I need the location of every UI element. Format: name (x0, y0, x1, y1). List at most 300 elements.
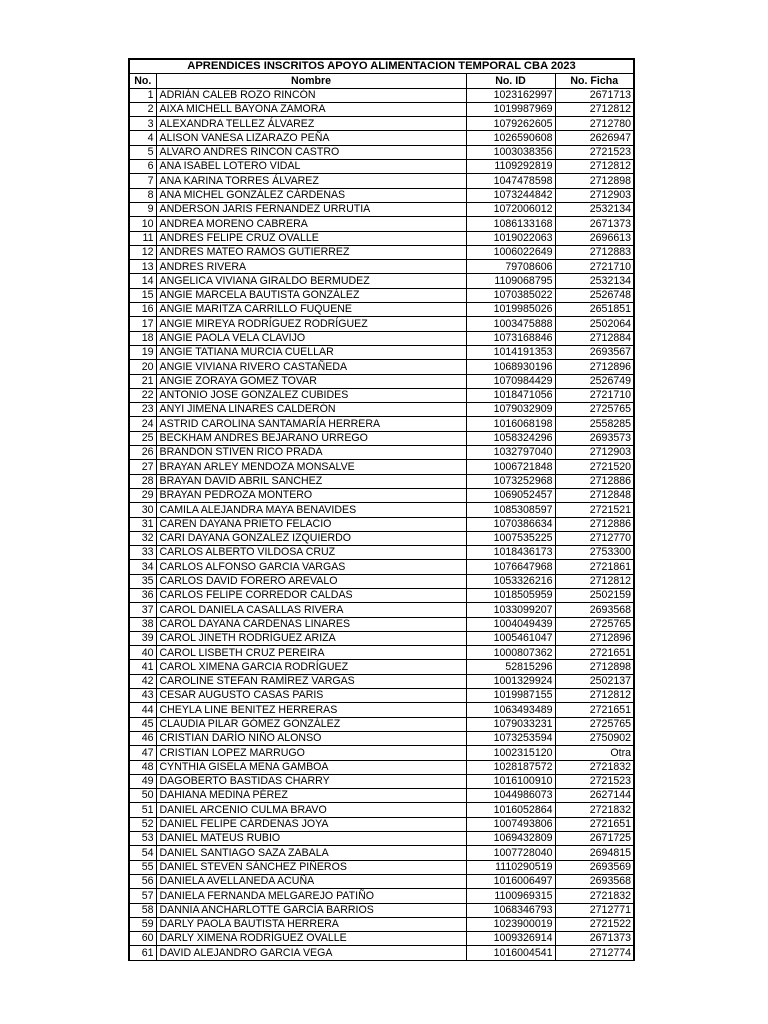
row-number: 8 (129, 188, 156, 202)
student-name: DARLY XIMENA RODRÍGUEZ OVALLE (156, 932, 466, 946)
table-row (129, 403, 634, 417)
student-id: 1006022649 (466, 245, 555, 259)
row-number: 28 (129, 474, 156, 488)
ficha-number: 2558285 (555, 417, 634, 431)
ficha-number: 2671725 (555, 832, 634, 846)
table-row (129, 674, 634, 688)
table-row (129, 660, 634, 674)
student-name: DANNIA ANCHARLOTTE GARCÍA BARRIOS (156, 903, 466, 917)
student-id: 1070385022 (466, 288, 555, 302)
row-number: 6 (129, 160, 156, 174)
row-number: 56 (129, 874, 156, 888)
student-id: 1109068795 (466, 274, 555, 288)
ficha-number: 2721861 (555, 560, 634, 574)
table-row (129, 431, 634, 445)
student-name: ANA KARINA TORRES ÁLVAREZ (156, 174, 466, 188)
table-row (129, 531, 634, 545)
table-row (129, 202, 634, 216)
student-name: DANIEL STEVEN SÁNCHEZ PIÑEROS (156, 860, 466, 874)
ficha-number: 2725765 (555, 717, 634, 731)
row-number: 45 (129, 717, 156, 731)
row-number: 27 (129, 460, 156, 474)
student-id: 1014191353 (466, 345, 555, 359)
ficha-number: 2712883 (555, 245, 634, 259)
ficha-number: 2693568 (555, 603, 634, 617)
column-header-id: No. ID (466, 74, 555, 88)
ficha-number: 2671713 (555, 88, 634, 102)
student-name: CAROL XIMENA GARCIA RODRÍGUEZ (156, 660, 466, 674)
ficha-number: 2721522 (555, 917, 634, 931)
student-id: 1018471056 (466, 388, 555, 402)
student-id: 1058324296 (466, 431, 555, 445)
row-number: 29 (129, 488, 156, 502)
ficha-number: 2712898 (555, 174, 634, 188)
table-row (129, 88, 634, 102)
student-id: 1019985026 (466, 303, 555, 317)
table-row (129, 689, 634, 703)
ficha-number: 2693569 (555, 860, 634, 874)
student-id: 1018505959 (466, 588, 555, 602)
table-row (129, 488, 634, 502)
table-row (129, 260, 634, 274)
student-name: DAGOBERTO BASTIDAS CHARRY (156, 774, 466, 788)
student-name: ANA MICHEL GONZÁLEZ CÁRDENAS (156, 188, 466, 202)
student-name: ASTRID CAROLINA SANTAMARÍA HERRERA (156, 417, 466, 431)
student-id: 1109292819 (466, 160, 555, 174)
ficha-number: 2712812 (555, 689, 634, 703)
row-number: 25 (129, 431, 156, 445)
ficha-number: 2721710 (555, 388, 634, 402)
table-row (129, 803, 634, 817)
row-number: 52 (129, 817, 156, 831)
table-row (129, 832, 634, 846)
table-row (129, 789, 634, 803)
ficha-number: 2712812 (555, 102, 634, 116)
row-number: 2 (129, 102, 156, 116)
row-number: 59 (129, 917, 156, 931)
table-row (129, 388, 634, 402)
row-number: 12 (129, 245, 156, 259)
student-name: DANIEL ARCENIO CULMA BRAVO (156, 803, 466, 817)
student-id: 1026590608 (466, 131, 555, 145)
ficha-number: 2671373 (555, 932, 634, 946)
student-id: 1079262605 (466, 117, 555, 131)
row-number: 47 (129, 746, 156, 760)
ficha-number: 2627144 (555, 789, 634, 803)
row-number: 11 (129, 231, 156, 245)
ficha-number: 2750902 (555, 731, 634, 745)
table-row (129, 474, 634, 488)
student-name: CESAR AUGUSTO CASAS PARIS (156, 689, 466, 703)
table-row (129, 946, 634, 960)
table-row (129, 217, 634, 231)
student-id: 1072006012 (466, 202, 555, 216)
ficha-number: 2721523 (555, 145, 634, 159)
ficha-number: 2712780 (555, 117, 634, 131)
table-row (129, 746, 634, 760)
row-number: 26 (129, 446, 156, 460)
student-id: 1073244842 (466, 188, 555, 202)
student-name: ANGIE PAOLA VELA CLAVIJO (156, 331, 466, 345)
ficha-number: 2712896 (555, 360, 634, 374)
student-id: 1001329924 (466, 674, 555, 688)
row-number: 31 (129, 517, 156, 531)
student-id: 1100969315 (466, 889, 555, 903)
table-row (129, 560, 634, 574)
ficha-number: 2626947 (555, 131, 634, 145)
student-id: 1069052457 (466, 488, 555, 502)
student-id: 1073253594 (466, 731, 555, 745)
table-row (129, 731, 634, 745)
ficha-number: 2696613 (555, 231, 634, 245)
table-row (129, 417, 634, 431)
student-name: ANGIE ZORAYA GOMEZ TOVAR (156, 374, 466, 388)
student-id: 1005461047 (466, 631, 555, 645)
ficha-number: 2712770 (555, 531, 634, 545)
student-name: DANIEL FELIPE CÁRDENAS JOYA (156, 817, 466, 831)
ficha-number: 2712903 (555, 188, 634, 202)
student-name: BECKHAM ANDRES BEJARANO URREGO (156, 431, 466, 445)
ficha-number: 2721832 (555, 803, 634, 817)
ficha-number: 2721651 (555, 703, 634, 717)
ficha-number: 2712886 (555, 517, 634, 531)
student-name: ALEXANDRA TELLEZ ÁLVAREZ (156, 117, 466, 131)
table-row (129, 188, 634, 202)
ficha-number: 2532134 (555, 202, 634, 216)
student-id: 1023162997 (466, 88, 555, 102)
student-name: CAREN DAYANA PRIETO FELACIO (156, 517, 466, 531)
row-number: 55 (129, 860, 156, 874)
student-id: 1018436173 (466, 546, 555, 560)
table-body (129, 88, 634, 960)
row-number: 1 (129, 88, 156, 102)
table-row (129, 317, 634, 331)
row-number: 34 (129, 560, 156, 574)
ficha-number: 2712898 (555, 660, 634, 674)
student-name: ANDERSON JARIS FERNANDEZ URRUTIA (156, 202, 466, 216)
table-row (129, 117, 634, 131)
student-id: 1016006497 (466, 874, 555, 888)
table-row (129, 446, 634, 460)
ficha-number: 2721651 (555, 817, 634, 831)
table-row (129, 703, 634, 717)
row-number: 14 (129, 274, 156, 288)
ficha-number: 2712812 (555, 574, 634, 588)
row-number: 18 (129, 331, 156, 345)
student-id: 1004049439 (466, 617, 555, 631)
student-name: CAROL LISBETH CRUZ PEREIRA (156, 646, 466, 660)
table-row (129, 917, 634, 931)
student-id: 1047478598 (466, 174, 555, 188)
student-id: 1079033231 (466, 717, 555, 731)
table-row (129, 603, 634, 617)
student-id: 1019022063 (466, 231, 555, 245)
student-id: 1085308597 (466, 503, 555, 517)
ficha-number: 2502064 (555, 317, 634, 331)
table-row (129, 374, 634, 388)
row-number: 43 (129, 689, 156, 703)
student-id: 1070984429 (466, 374, 555, 388)
student-name: CAROL DANIELA CASALLAS RIVERA (156, 603, 466, 617)
student-id: 1003475888 (466, 317, 555, 331)
student-name: ALVARO ANDRES RINCON CASTRO (156, 145, 466, 159)
ficha-number: 2712884 (555, 331, 634, 345)
row-number: 39 (129, 631, 156, 645)
ficha-number: 2721651 (555, 646, 634, 660)
student-id: 1086133168 (466, 217, 555, 231)
student-id: 1033099207 (466, 603, 555, 617)
student-id: 1028187572 (466, 760, 555, 774)
ficha-number: 2651851 (555, 303, 634, 317)
student-id: 1032797040 (466, 446, 555, 460)
student-id: 1016004541 (466, 946, 555, 960)
table-row (129, 717, 634, 731)
table-row (129, 774, 634, 788)
ficha-number: 2753300 (555, 546, 634, 560)
title-row (129, 59, 634, 74)
student-id: 1068930196 (466, 360, 555, 374)
table-row (129, 231, 634, 245)
ficha-number: 2721710 (555, 260, 634, 274)
student-id: 1073252968 (466, 474, 555, 488)
ficha-number: 2694815 (555, 846, 634, 860)
row-number: 36 (129, 588, 156, 602)
student-name: CRISTIAN LOPEZ MARRUGO (156, 746, 466, 760)
student-name: BRAYAN PEDROZA MONTERO (156, 488, 466, 502)
row-number: 20 (129, 360, 156, 374)
table-row (129, 631, 634, 645)
ficha-number: 2502137 (555, 674, 634, 688)
table-row (129, 288, 634, 302)
table-row (129, 517, 634, 531)
student-id: 1063493489 (466, 703, 555, 717)
row-number: 3 (129, 117, 156, 131)
student-name: ANA ISABEL LOTERO VIDAL (156, 160, 466, 174)
row-number: 61 (129, 946, 156, 960)
row-number: 54 (129, 846, 156, 860)
student-id: 1007535225 (466, 531, 555, 545)
student-name: DANIELA AVELLANEDA ACUÑA (156, 874, 466, 888)
student-name: CYNTHIA GISELA MENA GAMBOA (156, 760, 466, 774)
ficha-number: 2712903 (555, 446, 634, 460)
student-id: 1003038356 (466, 145, 555, 159)
student-name: ANYI JIMENA LINARES CALDERÓN (156, 403, 466, 417)
row-number: 10 (129, 217, 156, 231)
student-id: 1073168846 (466, 331, 555, 345)
student-name: ANGIE MIREYA RODRÍGUEZ RODRÍGUEZ (156, 317, 466, 331)
student-id: 79708606 (466, 260, 555, 274)
table-row (129, 102, 634, 116)
student-id: 1000807362 (466, 646, 555, 660)
ficha-number: 2721832 (555, 889, 634, 903)
student-name: ADRIÁN CALEB ROZO RINCÓN (156, 88, 466, 102)
student-id: 1016052864 (466, 803, 555, 817)
row-number: 21 (129, 374, 156, 388)
row-number: 22 (129, 388, 156, 402)
row-number: 9 (129, 202, 156, 216)
student-name: ANGELICA VIVIANA GIRALDO BERMUDEZ (156, 274, 466, 288)
student-id: 1053326216 (466, 574, 555, 588)
column-header-nombre: Nombre (156, 74, 466, 88)
student-name: ANDRES FELIPE CRUZ OVALLE (156, 231, 466, 245)
document-title: APRENDICES INSCRITOS APOYO ALIMENTACION TEMPORAL CBA 2023 (129, 59, 634, 74)
student-name: CHEYLA LINE BENITEZ HERRERAS (156, 703, 466, 717)
student-name: CARLOS FELIPE CORREDOR CALDAS (156, 588, 466, 602)
table-row (129, 503, 634, 517)
row-number: 24 (129, 417, 156, 431)
ficha-number: 2693573 (555, 431, 634, 445)
table-row (129, 131, 634, 145)
student-id: 1044986073 (466, 789, 555, 803)
student-name: CARLOS ALBERTO VILDOSA CRUZ (156, 546, 466, 560)
table-row (129, 617, 634, 631)
ficha-number: 2712886 (555, 474, 634, 488)
ficha-number: 2532134 (555, 274, 634, 288)
row-number: 35 (129, 574, 156, 588)
student-id: 52815296 (466, 660, 555, 674)
column-header-no: No. (129, 74, 156, 88)
header-row (129, 74, 634, 88)
row-number: 51 (129, 803, 156, 817)
student-name: DANIEL SANTIAGO SAZA ZABALA (156, 846, 466, 860)
table-row (129, 903, 634, 917)
student-name: ANDRES RIVERA (156, 260, 466, 274)
student-name: ANGIE VIVIANA RIVERO CASTAÑEDA (156, 360, 466, 374)
student-id: 1009326914 (466, 932, 555, 946)
row-number: 15 (129, 288, 156, 302)
student-name: DAHIANA MEDINA PÉREZ (156, 789, 466, 803)
student-name: CAROL DAYANA CARDENAS LINARES (156, 617, 466, 631)
ficha-number: 2725765 (555, 403, 634, 417)
student-name: CAROLINE STEFAN RAMÍREZ VARGAS (156, 674, 466, 688)
row-number: 50 (129, 789, 156, 803)
table-row (129, 574, 634, 588)
ficha-number: 2712771 (555, 903, 634, 917)
student-name: ANDREA MORENO CABRERA (156, 217, 466, 231)
student-id: 1007493806 (466, 817, 555, 831)
row-number: 49 (129, 774, 156, 788)
student-name: BRAYAN ARLEY MENDOZA MONSALVE (156, 460, 466, 474)
table-row (129, 546, 634, 560)
table-row (129, 145, 634, 159)
row-number: 33 (129, 546, 156, 560)
table-row (129, 932, 634, 946)
row-number: 60 (129, 932, 156, 946)
row-number: 41 (129, 660, 156, 674)
ficha-number: 2712774 (555, 946, 634, 960)
student-name: CAROL JINETH RODRÍGUEZ ARIZA (156, 631, 466, 645)
student-id: 1070386634 (466, 517, 555, 531)
table-row (129, 345, 634, 359)
ficha-number: 2502159 (555, 588, 634, 602)
student-id: 1016068198 (466, 417, 555, 431)
row-number: 4 (129, 131, 156, 145)
student-id: 1006721848 (466, 460, 555, 474)
student-name: ANGIE MARITZA CARRILLO FUQUENE (156, 303, 466, 317)
table-row (129, 245, 634, 259)
row-number: 57 (129, 889, 156, 903)
ficha-number: Otra (555, 746, 634, 760)
student-id: 1016100910 (466, 774, 555, 788)
ficha-number: 2721521 (555, 503, 634, 517)
student-id: 1068346793 (466, 903, 555, 917)
row-number: 17 (129, 317, 156, 331)
student-id: 1079032909 (466, 403, 555, 417)
row-number: 23 (129, 403, 156, 417)
row-number: 38 (129, 617, 156, 631)
student-id: 1002315120 (466, 746, 555, 760)
student-name: CAMILA ALEJANDRA MAYA BENAVIDES (156, 503, 466, 517)
student-id: 1019987969 (466, 102, 555, 116)
row-number: 46 (129, 731, 156, 745)
row-number: 32 (129, 531, 156, 545)
row-number: 58 (129, 903, 156, 917)
table-row (129, 460, 634, 474)
table-row (129, 274, 634, 288)
ficha-number: 2526749 (555, 374, 634, 388)
table-row (129, 860, 634, 874)
student-id: 1110290519 (466, 860, 555, 874)
row-number: 37 (129, 603, 156, 617)
table-row (129, 646, 634, 660)
student-name: DARLY PAOLA BAUTISTA HERRERA (156, 917, 466, 931)
row-number: 13 (129, 260, 156, 274)
ficha-number: 2712896 (555, 631, 634, 645)
row-number: 19 (129, 345, 156, 359)
student-name: ANGIE MARCELA BAUTISTA GONZÁLEZ (156, 288, 466, 302)
ficha-number: 2526748 (555, 288, 634, 302)
ficha-number: 2712848 (555, 488, 634, 502)
ficha-number: 2693568 (555, 874, 634, 888)
student-id: 1007728040 (466, 846, 555, 860)
table-row (129, 889, 634, 903)
ficha-number: 2671373 (555, 217, 634, 231)
table-row (129, 874, 634, 888)
student-name: ANDRES MATEO RAMOS GUTIERREZ (156, 245, 466, 259)
table-row (129, 817, 634, 831)
student-name: DAVID ALEJANDRO GARCIA VEGA (156, 946, 466, 960)
enrollment-table (128, 58, 635, 961)
table-row (129, 760, 634, 774)
column-header-ficha: No. Ficha (555, 74, 634, 88)
student-name: CARLOS ALFONSO GARCIA VARGAS (156, 560, 466, 574)
table-row (129, 360, 634, 374)
row-number: 53 (129, 832, 156, 846)
row-number: 5 (129, 145, 156, 159)
ficha-number: 2693567 (555, 345, 634, 359)
table-row (129, 160, 634, 174)
student-name: CARLOS DAVID FORERO AREVALO (156, 574, 466, 588)
row-number: 40 (129, 646, 156, 660)
row-number: 48 (129, 760, 156, 774)
row-number: 30 (129, 503, 156, 517)
ficha-number: 2712812 (555, 160, 634, 174)
row-number: 16 (129, 303, 156, 317)
ficha-number: 2721520 (555, 460, 634, 474)
student-id: 1019987155 (466, 689, 555, 703)
student-id: 1069432809 (466, 832, 555, 846)
student-id: 1023900019 (466, 917, 555, 931)
table-row (129, 303, 634, 317)
row-number: 7 (129, 174, 156, 188)
ficha-number: 2721832 (555, 760, 634, 774)
table-row (129, 846, 634, 860)
student-name: CARI DAYANA GONZALEZ IZQUIERDO (156, 531, 466, 545)
ficha-number: 2721523 (555, 774, 634, 788)
student-name: CRISTIAN DARÍO NIÑO ALONSO (156, 731, 466, 745)
row-number: 44 (129, 703, 156, 717)
table-row (129, 174, 634, 188)
